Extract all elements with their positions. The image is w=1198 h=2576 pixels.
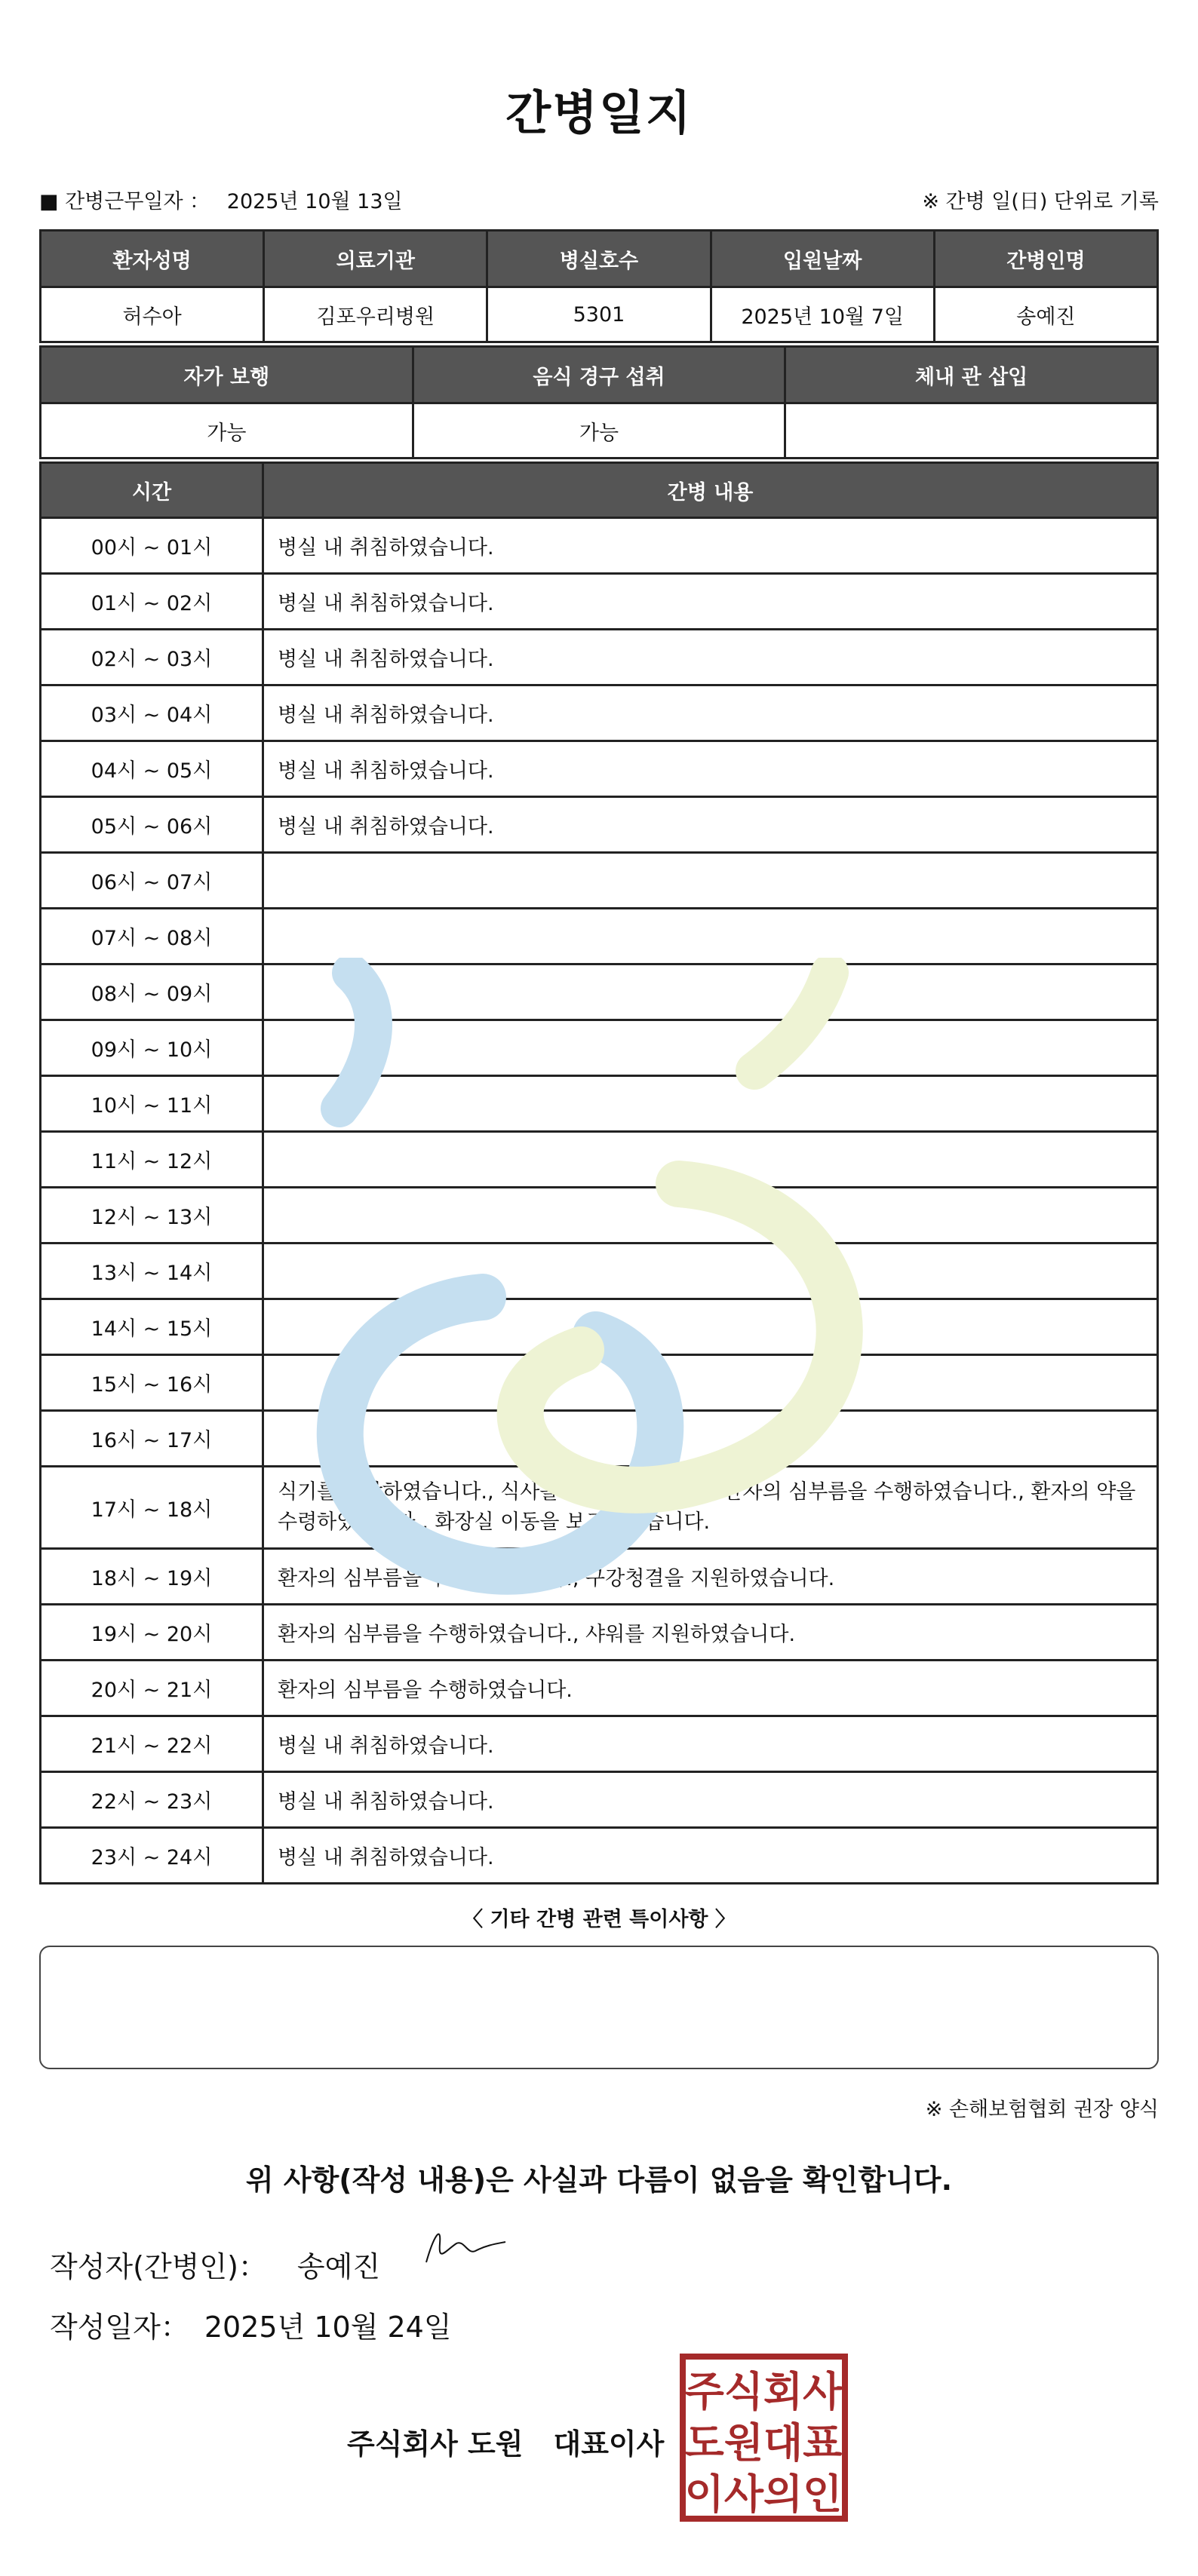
table-row bbox=[41, 909, 1158, 964]
care-content-cell bbox=[263, 909, 1158, 964]
oral-intake: 가능 bbox=[413, 403, 785, 458]
time-cell: 06시 ~ 07시 bbox=[41, 853, 263, 909]
time-cell: 17시 ~ 18시 bbox=[41, 1467, 263, 1549]
table-row bbox=[41, 1076, 1158, 1132]
page-title: 간병일지 bbox=[505, 85, 693, 140]
remarks-box bbox=[39, 1946, 1159, 2069]
table-row bbox=[41, 853, 1158, 909]
tube-insertion bbox=[785, 403, 1158, 458]
table-row bbox=[41, 1132, 1158, 1188]
time-cell: 20시 ~ 21시 bbox=[41, 1661, 263, 1716]
table-row bbox=[41, 518, 1158, 574]
writer-line bbox=[50, 2243, 380, 2285]
hospital: 김포우리병원 bbox=[264, 287, 487, 342]
write-date-label: 작성일자： bbox=[50, 2311, 189, 2344]
care-content-cell: 환자의 심부름을 수행하였습니다. bbox=[263, 1661, 1158, 1716]
subheader bbox=[39, 185, 1159, 215]
care-content-cell: 병실 내 취침하였습니다. bbox=[263, 630, 1158, 685]
table-row bbox=[41, 1605, 1158, 1661]
header-tube-insertion: 체내 관 삽입 bbox=[785, 347, 1158, 403]
time-cell: 21시 ~ 22시 bbox=[41, 1716, 263, 1772]
patient-status-table bbox=[39, 345, 1159, 459]
signature-mark bbox=[419, 2221, 509, 2274]
time-cell: 12시 ~ 13시 bbox=[41, 1188, 263, 1244]
time-cell: 09시 ~ 10시 bbox=[41, 1020, 263, 1076]
table-row bbox=[41, 1411, 1158, 1467]
self-walking: 가능 bbox=[41, 403, 413, 458]
time-cell: 07시 ~ 08시 bbox=[41, 909, 263, 964]
header-self-walking: 자가 보행 bbox=[41, 347, 413, 403]
care-content-cell: 병실 내 취침하였습니다. bbox=[263, 574, 1158, 630]
header-hospital: 의료기관 bbox=[264, 231, 487, 287]
confirm-statement: 위 사항(작성 내용)은 사실과 다름이 없음을 확인합니다. bbox=[245, 2164, 953, 2197]
care-content-cell: 환자의 심부름을 수행하였습니다., 샤워를 지원하였습니다. bbox=[263, 1605, 1158, 1661]
time-cell: 03시 ~ 04시 bbox=[41, 685, 263, 741]
care-content-cell bbox=[263, 1355, 1158, 1411]
write-date-value: 2025년 10월 24일 bbox=[204, 2311, 452, 2344]
patient-info-table bbox=[39, 229, 1159, 343]
caregiver-name: 송예진 bbox=[934, 287, 1157, 342]
table-row bbox=[41, 1299, 1158, 1355]
room-number: 5301 bbox=[487, 287, 711, 342]
care-log-table bbox=[39, 462, 1159, 1884]
seal-text-line: 이사의인 bbox=[684, 2470, 843, 2518]
patient-name: 허수아 bbox=[41, 287, 264, 342]
company-name: 주식회사 도원 bbox=[347, 2427, 524, 2461]
table-row bbox=[41, 1020, 1158, 1076]
care-content-cell: 병실 내 취침하였습니다. bbox=[263, 1828, 1158, 1884]
care-content-cell bbox=[263, 853, 1158, 909]
company-seal-stamp bbox=[679, 2353, 849, 2522]
header-oral-intake: 음식 경구 섭취 bbox=[413, 347, 785, 403]
care-content-cell bbox=[263, 1132, 1158, 1188]
header-caregiver: 간병인명 bbox=[934, 231, 1157, 287]
time-cell: 05시 ~ 06시 bbox=[41, 797, 263, 853]
table-row bbox=[41, 1828, 1158, 1884]
care-content-cell: 병실 내 취침하였습니다. bbox=[263, 518, 1158, 574]
write-date-line bbox=[50, 2304, 452, 2345]
care-content-cell bbox=[263, 1411, 1158, 1467]
care-content-cell bbox=[263, 964, 1158, 1020]
care-content-cell: 병실 내 취침하였습니다. bbox=[263, 685, 1158, 741]
time-cell: 14시 ~ 15시 bbox=[41, 1299, 263, 1355]
time-cell: 16시 ~ 17시 bbox=[41, 1411, 263, 1467]
time-cell: 13시 ~ 14시 bbox=[41, 1244, 263, 1299]
time-cell: 02시 ~ 03시 bbox=[41, 630, 263, 685]
time-cell: 15시 ~ 16시 bbox=[41, 1355, 263, 1411]
header-admission-date: 입원날짜 bbox=[711, 231, 934, 287]
remarks-title: 〈 기타 간병 관련 특이사항 〉 bbox=[462, 1908, 736, 1931]
time-cell: 00시 ~ 01시 bbox=[41, 518, 263, 574]
time-cell: 22시 ~ 23시 bbox=[41, 1772, 263, 1828]
time-cell: 10시 ~ 11시 bbox=[41, 1076, 263, 1132]
table-row bbox=[41, 1355, 1158, 1411]
writer-label: 작성자(간병인)： bbox=[50, 2250, 267, 2283]
work-date bbox=[39, 185, 403, 214]
care-log-body bbox=[41, 518, 1158, 1884]
care-content-cell: 환자의 심부름을 수행하였습니다., 구강청결을 지원하였습니다. bbox=[263, 1549, 1158, 1605]
company-line bbox=[347, 2421, 664, 2462]
seal-text-line: 주식회사 bbox=[684, 2368, 843, 2415]
care-content-cell bbox=[263, 1244, 1158, 1299]
table-row bbox=[41, 1549, 1158, 1605]
seal-text-line: 도원대표 bbox=[684, 2419, 843, 2467]
care-content-cell bbox=[263, 1188, 1158, 1244]
table-row bbox=[41, 685, 1158, 741]
header-room: 병실호수 bbox=[487, 231, 711, 287]
care-content-cell: 식기를 반납하였습니다., 식사를 보조하였습니다., 환자의 심부름을 수행하였습니다., 환자의 약을 수령하였습니다., 화장실 이동을 보조하였습니다. bbox=[263, 1467, 1158, 1549]
work-date-value: 2025년 10월 13일 bbox=[226, 190, 403, 213]
table-row bbox=[41, 630, 1158, 685]
table-row bbox=[41, 964, 1158, 1020]
table-row bbox=[41, 1244, 1158, 1299]
table-row bbox=[41, 1772, 1158, 1828]
care-content-cell: 병실 내 취침하였습니다. bbox=[263, 797, 1158, 853]
care-content-cell: 병실 내 취침하였습니다. bbox=[263, 1716, 1158, 1772]
record-note: ※ 간병 일(日) 단위로 기록 bbox=[922, 190, 1159, 213]
time-cell: 11시 ~ 12시 bbox=[41, 1132, 263, 1188]
header-care-content: 간병 내용 bbox=[263, 463, 1158, 518]
table-row bbox=[41, 1661, 1158, 1716]
care-content-cell: 병실 내 취침하였습니다. bbox=[263, 1772, 1158, 1828]
time-cell: 04시 ~ 05시 bbox=[41, 741, 263, 797]
header-time: 시간 bbox=[41, 463, 263, 518]
care-content-cell bbox=[263, 1020, 1158, 1076]
table-row bbox=[41, 1467, 1158, 1549]
time-cell: 01시 ~ 02시 bbox=[41, 574, 263, 630]
recommend-note: ※ 손해보험협회 권장 양식 bbox=[925, 2098, 1159, 2121]
table-row bbox=[41, 1716, 1158, 1772]
table-row bbox=[41, 574, 1158, 630]
table-row bbox=[41, 741, 1158, 797]
time-cell: 08시 ~ 09시 bbox=[41, 964, 263, 1020]
care-content-cell bbox=[263, 1299, 1158, 1355]
work-date-label: ■ 간병근무일자 ： bbox=[39, 190, 210, 213]
table-row bbox=[41, 1188, 1158, 1244]
table-row bbox=[41, 797, 1158, 853]
header-patient-name: 환자성명 bbox=[41, 231, 264, 287]
time-cell: 18시 ~ 19시 bbox=[41, 1549, 263, 1605]
care-content-cell: 병실 내 취침하였습니다. bbox=[263, 741, 1158, 797]
time-cell: 19시 ~ 20시 bbox=[41, 1605, 263, 1661]
admission-date: 2025년 10월 7일 bbox=[711, 287, 934, 342]
care-content-cell bbox=[263, 1076, 1158, 1132]
representative-title: 대표이사 bbox=[553, 2427, 665, 2461]
writer-name: 송예진 bbox=[296, 2250, 381, 2283]
time-cell: 23시 ~ 24시 bbox=[41, 1828, 263, 1884]
